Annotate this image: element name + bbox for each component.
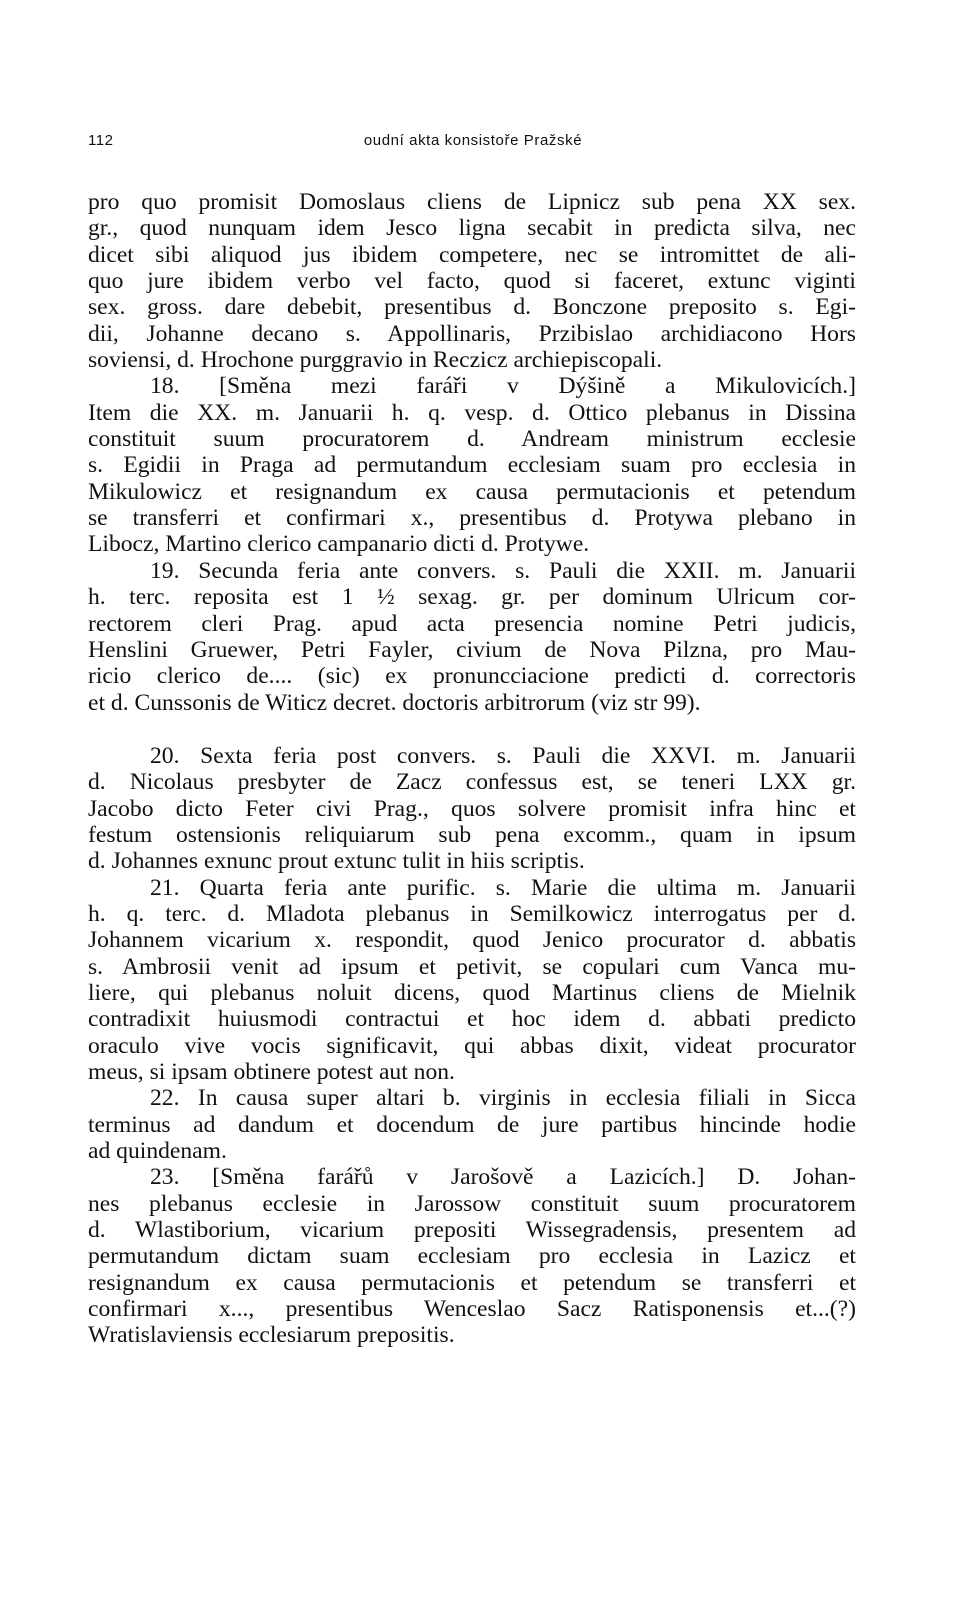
entry-19-first-line: 19. Secunda feria ante convers. s. Pauli die XXII. m. Januarii <box>150 557 856 584</box>
running-title: oudní akta konsistoře Pražské <box>363 132 583 149</box>
page-number: 112 <box>88 132 114 149</box>
text-line: Wratislaviensis ecclesiarum prepositis. <box>88 1322 455 1349</box>
text-line: d. Nicolaus presbyter de Zacz confessus est, se teneri LXX gr. <box>88 769 856 796</box>
text-line: meus, si ipsam obtinere potest aut non. <box>88 1059 455 1085</box>
text-line: Johannem vicarium x. respondit, quod Jenico procurator d. abbatis <box>88 927 856 954</box>
text-line: quo jure ibidem verbo vel facto, quod si faceret, extunc viginti <box>88 268 856 295</box>
text-line: permutandum dictam suam ecclesiam pro ecclesia in Lazicz et <box>88 1243 856 1270</box>
text-line: terminus ad dandum et docendum de jure partibus hincinde hodie <box>88 1111 856 1138</box>
text-line: gr., quod nunquam idem Jesco ligna secabit in predicta silva, nec <box>88 215 856 242</box>
text-line: Item die XX. m. Januarii h. q. vesp. d. Ottico plebanus in Dissina <box>88 399 856 426</box>
text-line: Mikulowicz et resignandum ex causa permutacionis et petendum <box>88 478 856 505</box>
text-line: ad quindenam. <box>88 1138 227 1165</box>
text-line: contradixit huiusmodi contractui et hoc idem d. abbati predicto <box>88 1006 856 1033</box>
text-line: dii, Johanne decano s. Appollinaris, Przibislao archidiacono Hors <box>88 320 856 347</box>
text-line: ricio clerico de.... (sic) ex pronuncciacione predicti d. correctoris <box>88 663 856 690</box>
entry-heading-23: 23. [Směna farářů v Jarošově a Lazicích.] D. Johan- <box>150 1164 856 1191</box>
text-line: nes plebanus ecclesie in Jarossow constituit suum procuratorem <box>88 1190 856 1217</box>
entry-21-first-line: 21. Quarta feria ante purific. s. Marie die ultima m. Januarii <box>150 874 856 901</box>
text-line: s. Egidii in Praga ad permutandum ecclesiam suam pro ecclesia in <box>88 452 856 479</box>
text-line: h. q. terc. d. Mladota plebanus in Semilkowicz interrogatus per d. <box>88 900 856 927</box>
text-line: d. Johannes exnunc prout extunc tulit in hiis scriptis. <box>88 848 585 875</box>
text-line: constituit suum procuratorem d. Andream ministrum ecclesie <box>88 426 856 453</box>
paragraph-gap <box>88 716 856 743</box>
entry-22-first-line: 22. In causa super altari b. virginis in ecclesia filiali in Sicca <box>150 1085 856 1112</box>
text-line: se transferri et confirmari x., presentibus d. Protywa plebano in <box>88 505 856 532</box>
body-text <box>88 189 856 1349</box>
text-line: h. terc. reposita est 1 ½ sexag. gr. per dominum Ulricum cor- <box>88 584 856 611</box>
text-line: Henslini Gruewer, Petri Fayler, civium de Nova Pilzna, pro Mau- <box>88 636 856 663</box>
text-line: dicet sibi aliquod jus ibidem competere, nec se intromittet de ali- <box>88 241 856 268</box>
text-line: rectorem cleri Prag. apud acta presencia nomine Petri judicis, <box>88 610 856 637</box>
text-line: d. Wlastiborium, vicarium prepositi Wissegradensis, presentem ad <box>88 1217 856 1244</box>
text-line: sex. gross. dare debebit, presentibus d. Bonczone preposito s. Egi- <box>88 294 856 321</box>
text-line: resignandum ex causa permutacionis et petendum se transferri et <box>88 1269 856 1296</box>
text-line: et d. Cunssonis de Witicz decret. doctoris arbitrorum (viz str 99). <box>88 689 701 716</box>
text-line: confirmari x..., presentibus Wenceslao Sacz Ratisponensis et...(?) <box>88 1296 856 1323</box>
text-line: s. Ambrosii venit ad ipsum et petivit, se copulari cum Vanca mu- <box>88 953 856 980</box>
text-line: pro quo promisit Domoslaus cliens de Lipnicz sub pena XX sex. <box>88 189 856 215</box>
text-line: soviensi, d. Hrochone purggravio in Reczicz archiepiscopali. <box>88 347 663 374</box>
entry-heading-18: 18. [Směna mezi faráři v Dýšině a Mikulovicích.] <box>150 373 856 400</box>
text-line: oraculo vive vocis significavit, qui abbas dixit, videat procurator <box>88 1032 856 1059</box>
text-line: Jacobo dicto Feter civi Prag., quos solvere promisit infra hinc et <box>88 795 856 822</box>
page-header <box>88 132 858 158</box>
text-line: Libocz, Martino clerico campanario dicti d. Protywe. <box>88 531 590 558</box>
entry-20-first-line: 20. Sexta feria post convers. s. Pauli die XXVI. m. Januarii <box>150 742 856 769</box>
text-line: festum ostensionis reliquiarum sub pena excomm., quam in ipsum <box>88 821 856 848</box>
text-line: liere, qui plebanus noluit dicens, quod Martinus cliens de Mielnik <box>88 979 856 1006</box>
